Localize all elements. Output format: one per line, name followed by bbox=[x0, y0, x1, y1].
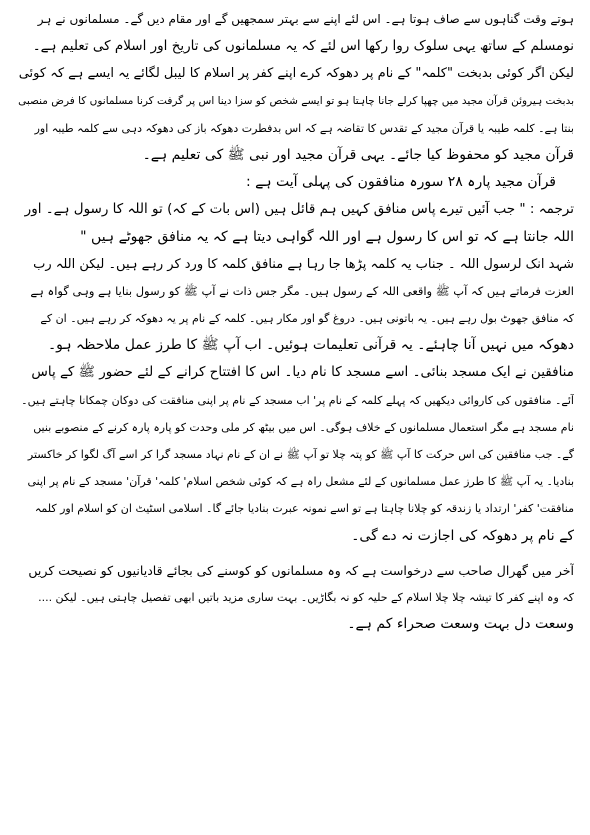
text-line-5: بنتا ہے۔ کلمہ طیبہ یا قرآن مجید کے تقدس کا تقاضہ ہے کہ اس بدفطرت دھوکہ باز کی دھوکہ دہی سے کلمہ طیبہ اور bbox=[34, 121, 574, 135]
text-line-12: کہ منافق جھوٹ بول رہے ہیں۔ یہ باتونی ہیں۔ دروغ گو اور مکار ہیں۔ کلمہ کے نام پر یہ دھوکہ کر رہے ہیں۔ ان کے bbox=[40, 312, 574, 326]
text-line-15: آئے۔ منافقوں کی کاروائی دیکھیں کہ پہلے کلمہ کے نام پر' اب مسجد کے نام پر اپنی منافقت کی دوکان چمکانا چاہتے ہیں۔ bbox=[21, 393, 574, 407]
text-line-19: منافقت' کفر' ارتداد یا زندقہ کو چلانا چاہتا ہے تو اسے نمونہ عبرت بنادیا جائے گا۔ اسلامی اسٹیٹ ان کو اسلام اور کلمہ bbox=[34, 502, 574, 516]
text-line-21: آخر میں گھرال صاحب سے درخواست ہے کہ وہ مسلمانوں کو کوسنے کی بجائے قادیانیوں کو نصیحت کریں bbox=[28, 562, 574, 578]
text-line-17: گے۔ جب منافقین کی اس حرکت کا آپ ﷺ کو پتہ چلا تو آپ ﷺ نے ان کے نام نہاد مسجد گرا کر اسے آگ لگوا کر خاکستر bbox=[27, 448, 574, 461]
document-page bbox=[18, 6, 574, 828]
text-line-2: نومسلم کے ساتھ یہی سلوک روا رکھا اس لئے کہ یہ مسلمانوں کی تاریخ اور اسلام کی تعلیم ہے۔ bbox=[32, 38, 574, 55]
closing-line: وسعت دل بہت وسعت صحراء کم ہے۔ bbox=[347, 616, 574, 633]
text-line-1: ہوتے وقت گناہوں سے صاف ہوتا ہے۔ اس لئے اپنے سے بہتر سمجھیں گے اور مقام دیں گے۔ مسلمانوں نے ہر bbox=[37, 12, 574, 26]
text-line-11: العزت فرماتے ہیں کہ آپ ﷺ واقعی اللہ کے رسول ہیں۔ مگر جس ذات نے آپ ﷺ کو رسول بنایا ہے وہی گواہ ہے bbox=[30, 283, 574, 298]
text-line-22: کہ وہ اپنے کفر کا تیشہ چلا چلا اسلام کے حلیہ کو نہ بگاڑیں۔ بہت ساری مزید باتیں ابھی تفصیل چاہتی ہیں۔ لیکن .... bbox=[38, 590, 574, 604]
text-line-14: منافقین نے ایک مسجد بنائی۔ اسے مسجد کا نام دیا۔ اس کا افتتاح کرانے کے لئے حضور ﷺ کے پاس bbox=[31, 364, 574, 381]
text-line-18: بنادیا۔ یہ آپ ﷺ کا طرز عمل مسلمانوں کے لئے مشعل راہ ہے کہ کوئی شخص اسلام' کلمہ' قرآن' مسجد کے نام پر اپنی bbox=[27, 475, 574, 489]
translation-line-2: اللہ جانتا ہے کہ تو اس کا رسول ہے اور اللہ گواہی دیتا ہے کہ یہ منافق جھوٹے ہیں " bbox=[80, 228, 574, 245]
surah-reference: قرآن مجید پارہ ۲۸ سورہ منافقون کی پہلی آیت ہے : bbox=[246, 174, 556, 191]
text-line-16: نام مسجد ہے مگر استعمال مسلمانوں کے خلاف ہوگی۔ اس میں بیٹھ کر ملی وحدت کو پارہ پارہ کرنے کے منصوبے بنیں bbox=[33, 420, 574, 434]
translation-line-1: ترجمہ : " جب آئیں تیرے پاس منافق کہیں ہم قائل ہیں (اس بات کے کہ) تو اللہ کا رسول ہے۔ اور bbox=[24, 201, 574, 218]
text-line-20: کے نام پر دھوکہ کی اجازت نہ دے گی۔ bbox=[351, 527, 574, 544]
text-line-3: لیکن اگر کوئی بدبخت "کلمہ" کے نام پر دھوکہ کرے اپنے کفر پر اسلام کا لیبل لگائے یہ ایسے ہے کہ کوئی bbox=[18, 66, 574, 82]
paragraph-gap bbox=[18, 550, 574, 557]
text-line-6: قرآن مجید کو محفوظ کیا جائے۔ یہی قرآن مجید اور نبی ﷺ کی تعلیم ہے۔ bbox=[142, 146, 574, 163]
text-line-10: شہد انک لرسول اللہ ۔ جناب یہ کلمہ پڑھا جا رہا ہے منافق کلمہ کا ورد کر رہے ہیں۔ لیکن اللہ رب bbox=[33, 256, 574, 272]
text-line-13: دھوکہ میں نہیں آنا چاہئے۔ یہ قرآنی تعلیمات ہوئیں۔ اب آپ ﷺ کا طرز عمل ملاحظہ ہو۔ bbox=[47, 337, 574, 354]
text-line-4: بدبخت ہیروئن قرآن مجید میں چھپا کرلے جانا چاہتا ہو تو ایسے شخص کو سزا دینا اس پر گرفت کرنا مسلمانوں کا فرض منصبی bbox=[18, 94, 574, 107]
